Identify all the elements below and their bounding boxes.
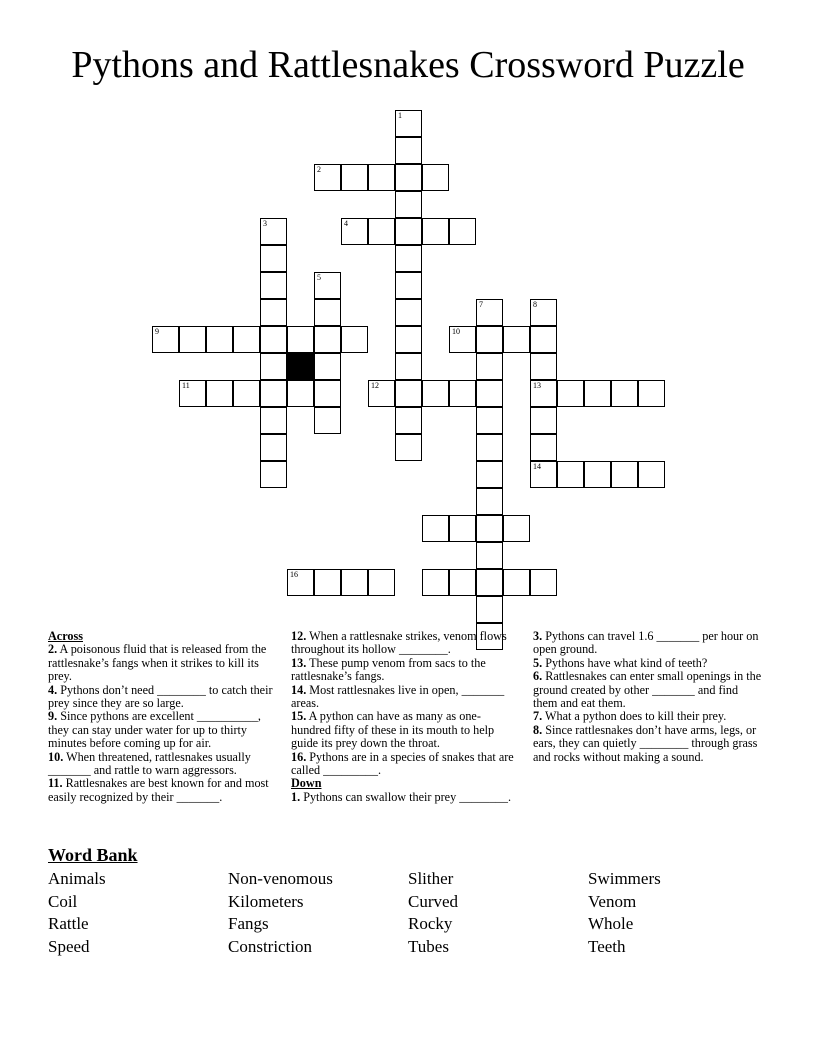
grid-cell[interactable] — [314, 569, 341, 596]
grid-cell[interactable] — [476, 434, 503, 461]
clue-number: 4. — [48, 682, 58, 697]
clue-text: Rattlesnakes can enter small openings in the ground created by other _______ and find them and eat them. — [533, 669, 762, 711]
word-bank-word: Speed — [48, 937, 90, 957]
grid-cell[interactable] — [557, 461, 584, 488]
grid-cell[interactable] — [422, 515, 449, 542]
word-bank-title: Word Bank — [48, 845, 138, 865]
clue-down-6 — [533, 670, 763, 710]
grid-cell[interactable] — [260, 245, 287, 272]
grid-cell[interactable] — [584, 380, 611, 407]
grid-cell[interactable] — [260, 299, 287, 326]
clue-text: Since rattlesnakes don’t have arms, legs, or ears, they can quietly ________ through grass and rocks without making a sound. — [533, 722, 758, 764]
grid-cell[interactable] — [395, 191, 422, 218]
word-bank-word: Venom — [588, 891, 637, 911]
grid-cell[interactable] — [314, 353, 341, 380]
clue-text: Pythons are in a species of snakes that are called _________. — [291, 749, 514, 778]
clue-number-label: 5 — [317, 273, 321, 282]
clue-number: 16. — [291, 749, 307, 764]
grid-cell[interactable] — [476, 380, 503, 407]
clue-number: 9. — [48, 709, 58, 724]
grid-cell[interactable] — [449, 569, 476, 596]
grid-cell[interactable] — [314, 299, 341, 326]
clue-number: 15. — [291, 709, 307, 724]
grid-cell[interactable] — [476, 407, 503, 434]
grid-cell[interactable] — [395, 110, 422, 137]
grid-cell[interactable] — [395, 245, 422, 272]
grid-cell[interactable] — [341, 569, 368, 596]
grid-cell[interactable] — [233, 380, 260, 407]
grid-cell[interactable] — [179, 380, 206, 407]
clue-across-4 — [48, 684, 280, 711]
clue-number: 12. — [291, 629, 307, 643]
clue-number: 13. — [291, 655, 307, 670]
word-bank-column-2 — [228, 868, 333, 959]
clue-number-label: 8 — [533, 300, 537, 309]
grid-cell[interactable] — [260, 461, 287, 488]
grid-cell[interactable] — [476, 353, 503, 380]
grid-cell[interactable] — [206, 380, 233, 407]
grid-cell[interactable] — [422, 164, 449, 191]
clue-down-5 — [533, 657, 763, 670]
clue-text: When threatened, rattlesnakes usually _______ and rattle to warn aggressors. — [48, 749, 251, 778]
clue-across-10 — [48, 751, 280, 778]
grid-cell[interactable] — [530, 326, 557, 353]
clue-text: Pythons can swallow their prey ________. — [303, 789, 512, 804]
grid-cell[interactable] — [557, 380, 584, 407]
grid-cell[interactable] — [260, 353, 287, 380]
clue-number: 14. — [291, 682, 307, 697]
clue-number-label: 14 — [533, 462, 541, 471]
clue-text: Pythons have what kind of teeth? — [545, 655, 708, 670]
clue-number-label: 2 — [317, 165, 321, 174]
word-bank-word: Kilometers — [228, 891, 304, 911]
grid-cell[interactable] — [260, 218, 287, 245]
grid-cell[interactable] — [314, 407, 341, 434]
grid-cell[interactable] — [611, 380, 638, 407]
grid-cell[interactable] — [584, 461, 611, 488]
clue-across-13 — [291, 657, 517, 684]
word-bank-word: Constriction — [228, 937, 313, 957]
grid-cell[interactable] — [179, 326, 206, 353]
clue-text: These pump venom from sacs to the rattlesnake’s fangs. — [291, 655, 486, 684]
word-bank-word: Rocky — [408, 914, 453, 934]
grid-cell[interactable] — [395, 164, 422, 191]
clue-text: What a python does to kill their prey. — [544, 709, 727, 724]
grid-cell[interactable] — [530, 407, 557, 434]
grid-cell[interactable] — [476, 461, 503, 488]
clue-down-8 — [533, 724, 763, 764]
grid-cell[interactable] — [503, 569, 530, 596]
grid-cell[interactable] — [368, 380, 395, 407]
grid-cell[interactable] — [422, 380, 449, 407]
grid-cell[interactable] — [260, 434, 287, 461]
clue-number: 5. — [533, 655, 543, 670]
word-bank-word: Tubes — [408, 937, 449, 957]
clue-across-14 — [291, 684, 517, 711]
clue-number-label: 3 — [263, 219, 267, 228]
grid-cell[interactable] — [476, 299, 503, 326]
grid-cell[interactable] — [449, 380, 476, 407]
grid-cell[interactable] — [395, 353, 422, 380]
clue-text: A poisonous fluid that is released from the rattlesnake’s fangs when it strikes to kill its prey. — [48, 642, 267, 684]
clue-text: When a rattlesnake strikes, venom flows throughout its hollow ________. — [291, 629, 507, 657]
grid-cell[interactable] — [206, 326, 233, 353]
clue-number: 10. — [48, 749, 64, 764]
grid-cell[interactable] — [341, 326, 368, 353]
grid-cell[interactable] — [260, 326, 287, 353]
grid-cell[interactable] — [530, 461, 557, 488]
clue-number-label: 7 — [479, 300, 483, 309]
grid-cell[interactable] — [314, 164, 341, 191]
clue-down-3 — [533, 630, 763, 657]
word-bank-word: Coil — [48, 891, 78, 911]
grid-cell[interactable] — [503, 515, 530, 542]
puzzle-title: Pythons and Rattlesnakes Crossword Puzzle — [71, 44, 745, 86]
clue-across-15 — [291, 710, 517, 750]
grid-cell[interactable] — [530, 353, 557, 380]
clue-number-label: 9 — [155, 327, 159, 336]
clue-down-7 — [533, 710, 763, 723]
word-bank-column-4 — [588, 868, 661, 959]
clue-number: 8. — [533, 722, 543, 737]
clue-text: Pythons don’t need ________ to catch their prey since they are so large. — [48, 682, 273, 711]
clue-number-label: 11 — [182, 381, 190, 390]
clue-number: 6. — [533, 669, 543, 684]
clue-number-label: 16 — [290, 570, 298, 579]
clue-number: 7. — [533, 709, 543, 724]
clue-number: 2. — [48, 642, 58, 657]
clue-number-label: 1 — [398, 111, 402, 120]
grid-cell[interactable] — [476, 542, 503, 569]
grid-cell[interactable] — [476, 596, 503, 623]
grid-cell[interactable] — [530, 434, 557, 461]
grid-cell[interactable] — [395, 272, 422, 299]
grid-cell[interactable] — [341, 218, 368, 245]
grid-cell[interactable] — [314, 380, 341, 407]
clue-text: Rattlesnakes are best known for and most easily recognized by their _______. — [48, 776, 269, 804]
word-bank-word: Slither — [408, 869, 454, 888]
grid-cell[interactable] — [395, 326, 422, 353]
grid-cell[interactable] — [530, 380, 557, 407]
word-bank-word: Curved — [408, 891, 459, 911]
grid-cell[interactable] — [476, 488, 503, 515]
clue-across-11 — [48, 777, 280, 804]
clue-number-label: 10 — [452, 327, 460, 336]
clues-column-2 — [291, 630, 517, 804]
word-bank-word: Whole — [588, 914, 634, 934]
grid-cell[interactable] — [395, 380, 422, 407]
clue-number: 3. — [533, 629, 543, 643]
word-bank-column-1 — [48, 868, 106, 959]
grid-cell[interactable] — [368, 164, 395, 191]
clue-text: Since pythons are excellent __________, they can stay under water for up to thirty minutes before coming up for air. — [48, 709, 261, 751]
grid-cell[interactable] — [395, 218, 422, 245]
word-bank-column-3 — [408, 868, 458, 959]
grid-cell[interactable] — [422, 218, 449, 245]
grid-cell[interactable] — [449, 515, 476, 542]
clue-text: A python can have as many as one-hundred fifty of these in its mouth to help guide its prey down the throat. — [291, 709, 495, 751]
grid-cell[interactable] — [395, 434, 422, 461]
clue-number-label: 12 — [371, 381, 379, 390]
grid-cell[interactable] — [476, 569, 503, 596]
word-bank-word: Rattle — [48, 914, 89, 934]
across-heading: Across — [48, 629, 83, 643]
grid-cell[interactable] — [476, 515, 503, 542]
grid-cell[interactable] — [314, 272, 341, 299]
clue-text: Most rattlesnakes live in open, _______ areas. — [291, 682, 505, 711]
grid-cell[interactable] — [395, 299, 422, 326]
clue-number-label: 4 — [344, 219, 348, 228]
clues-column-1 — [48, 630, 280, 804]
word-bank-word: Teeth — [588, 937, 626, 957]
grid-cell[interactable] — [638, 380, 665, 407]
grid-cell[interactable] — [503, 326, 530, 353]
grid-cell[interactable] — [287, 569, 314, 596]
grid-cell[interactable] — [260, 380, 287, 407]
grid-cell[interactable] — [395, 407, 422, 434]
grid-cell[interactable] — [368, 218, 395, 245]
grid-cell[interactable] — [638, 461, 665, 488]
clue-text: Pythons can travel 1.6 _______ per hour on open ground. — [533, 629, 759, 657]
word-bank-word: Fangs — [228, 914, 269, 934]
word-bank-word: Swimmers — [588, 869, 661, 888]
grid-black-cell — [287, 353, 314, 380]
clue-number-label: 13 — [533, 381, 541, 390]
grid-cell[interactable] — [233, 326, 260, 353]
grid-cell[interactable] — [476, 326, 503, 353]
clue-number: 11. — [48, 776, 63, 791]
grid-cell[interactable] — [530, 299, 557, 326]
grid-cell[interactable] — [341, 164, 368, 191]
grid-cell[interactable] — [368, 569, 395, 596]
word-bank-word: Non-venomous — [228, 869, 333, 888]
clue-across-16 — [291, 751, 517, 778]
grid-cell[interactable] — [449, 218, 476, 245]
grid-cell[interactable] — [395, 137, 422, 164]
grid-cell[interactable] — [260, 407, 287, 434]
grid-cell[interactable] — [530, 569, 557, 596]
clue-down-1 — [291, 791, 517, 804]
grid-cell[interactable] — [287, 326, 314, 353]
grid-cell[interactable] — [611, 461, 638, 488]
grid-cell[interactable] — [422, 569, 449, 596]
grid-cell[interactable] — [449, 326, 476, 353]
clue-number: 1. — [291, 789, 301, 804]
clue-across-9 — [48, 710, 280, 750]
grid-cell[interactable] — [152, 326, 179, 353]
down-heading: Down — [291, 776, 322, 791]
grid-cell[interactable] — [260, 272, 287, 299]
grid-cell[interactable] — [314, 326, 341, 353]
clue-across-2 — [48, 643, 280, 683]
clue-across-12 — [291, 630, 517, 657]
word-bank-word: Animals — [48, 869, 106, 888]
grid-cell[interactable] — [287, 380, 314, 407]
clues-column-3 — [533, 630, 763, 764]
